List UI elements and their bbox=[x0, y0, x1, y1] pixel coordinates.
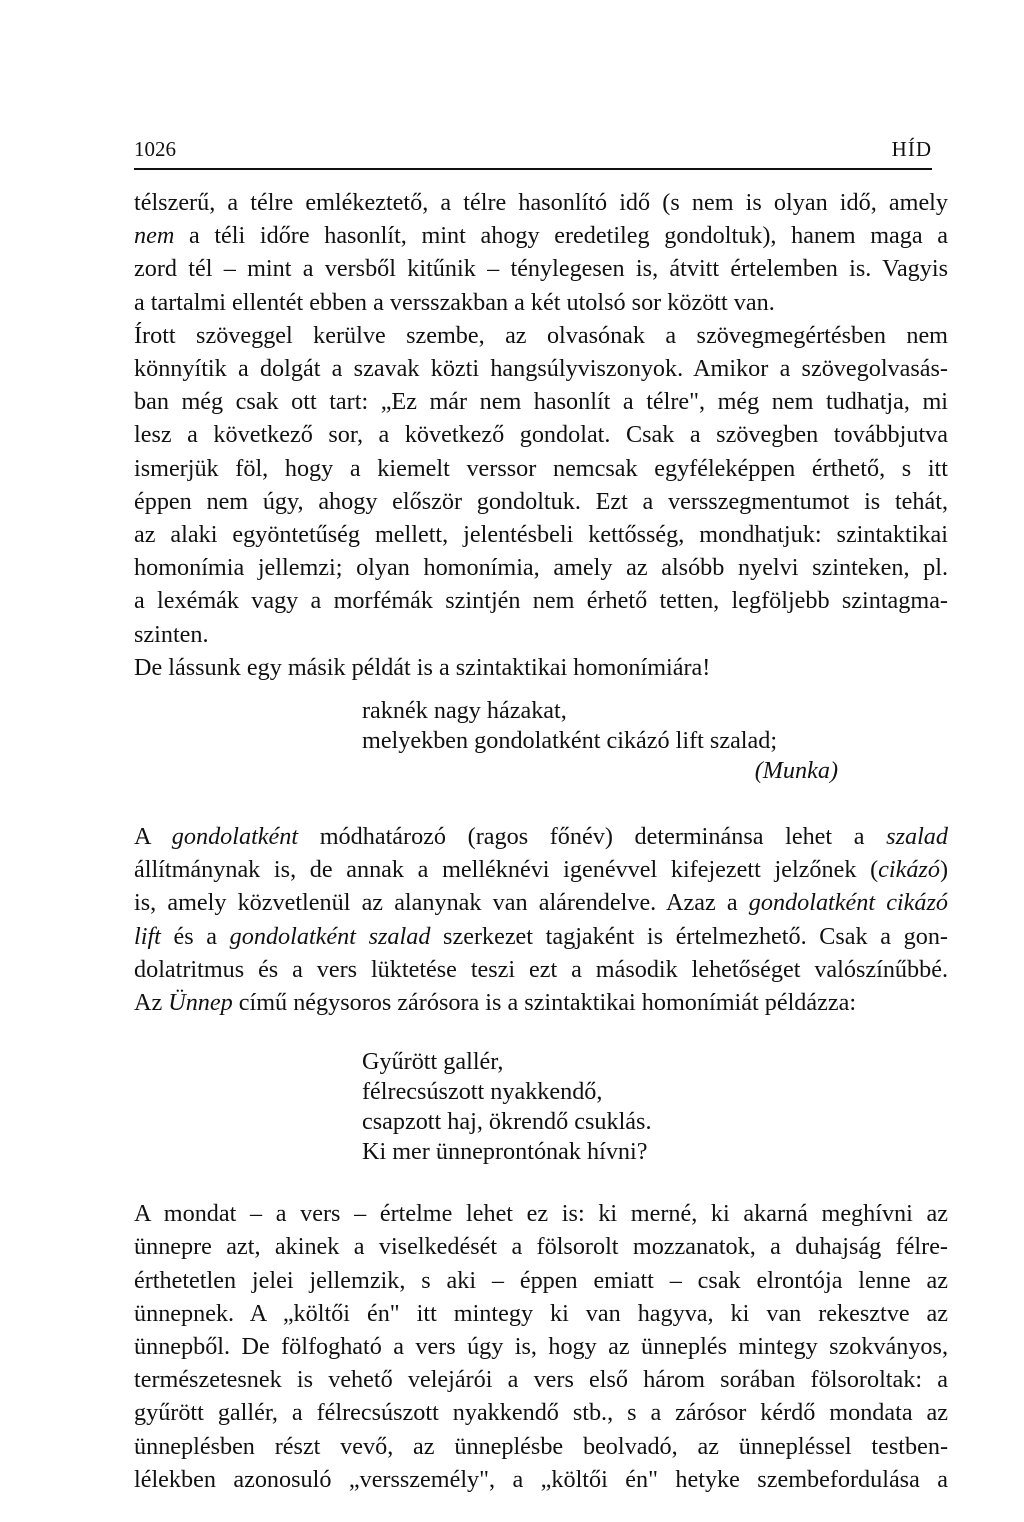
text-line: természetesnek is vehető velejárói a vers első három sorában fölsoroltak: a bbox=[134, 1366, 948, 1394]
page-number: 1026 bbox=[134, 137, 176, 161]
text-line: éppen nem úgy, ahogy először gondoltuk. Ezt a versszegmentumot is tehát, bbox=[134, 487, 948, 515]
verse-line: Gyűrött gallér, bbox=[362, 1048, 504, 1076]
text-line: ünnepből. De fölfogható a vers úgy is, hogy az ünneplés mintegy szokványos, bbox=[134, 1333, 948, 1361]
text-line: zord tél – mint a versből kitűnik – ténylegesen is, átvitt értelemben is. Vagyis bbox=[134, 255, 948, 283]
paragraph-5: Az Ünnep című négysoros zárósora is a szintaktikai homonímiát példázza: bbox=[134, 989, 857, 1017]
verse-line: félrecsúszott nyakkendő, bbox=[362, 1078, 603, 1106]
text-line: lesz a következő sor, a következő gondolat. Csak a szövegben továbbjutva bbox=[134, 421, 948, 449]
text-line: Írott szöveggel kerülve szembe, az olvasónak a szövegmegértésben nem bbox=[134, 321, 948, 349]
verse-line: raknék nagy házakat, bbox=[362, 697, 567, 725]
text-line: gyűrött gallér, a félrecsúszott nyakkendő stb., s a zárósor kérdő mondata az bbox=[134, 1399, 948, 1427]
paragraph-6 bbox=[134, 1197, 948, 1496]
text-line: A mondat – a vers – értelme lehet ez is: ki merné, ki akarná meghívni az bbox=[134, 1200, 948, 1228]
text-line: a lexémák vagy a morfémák szintjén nem érhető tetten, legföljebb szintagma- bbox=[134, 587, 948, 615]
verse-quote-unnep bbox=[362, 1047, 948, 1167]
text-line: érthetetlen jelei jellemzik, s aki – éppen emiatt – csak elrontója lenne az bbox=[134, 1266, 948, 1294]
journal-title: HÍD bbox=[891, 137, 932, 161]
paragraph-3: De lássunk egy másik példát is a szintaktikai homonímiára! bbox=[134, 653, 711, 681]
verse-quote-munka bbox=[362, 696, 948, 786]
text-line: könnyítik a dolgát a szavak közti hangsúlyviszonyok. Amikor a szövegolvasás- bbox=[134, 355, 948, 383]
verse-line: csapzott haj, ökrendő csuklás. bbox=[362, 1108, 652, 1136]
text-line: is, amely közvetlenül az alanynak van alárendelve. Azaz a gondolatként cikázó bbox=[134, 889, 948, 917]
verse-line: Ki mer ünneprontónak hívni? bbox=[362, 1138, 648, 1166]
paragraph-4 bbox=[134, 820, 948, 986]
paragraph-1 bbox=[134, 186, 948, 319]
text-line: homonímia jellemzi; olyan homonímia, amely az alsóbb nyelvi szinteken, pl. bbox=[134, 554, 948, 582]
text-line: nem a téli időre hasonlít, mint ahogy eredetileg gondoltuk), hanem maga a bbox=[134, 222, 948, 250]
text-line: az alaki egyöntetűség mellett, jelentésbeli kettősség, mondhatjuk: szintaktikai bbox=[134, 521, 948, 549]
verse-source: (Munka) bbox=[754, 757, 838, 785]
text-line: A gondolatként módhatározó (ragos főnév) determinánsa lehet a szalad bbox=[134, 823, 948, 851]
body-text bbox=[134, 186, 948, 1496]
italic-word: nem bbox=[134, 222, 175, 250]
text-line: ünnepre azt, akinek a viselkedését a fölsorolt mozzanatok, a duhajság félre- bbox=[134, 1233, 948, 1261]
paragraph-2 bbox=[134, 319, 948, 651]
text-line: lélekben azonosuló „versszemély", a „költői én" hetyke szembefordulása a bbox=[134, 1465, 948, 1493]
verse-line: melyekben gondolatként cikázó lift szalad; bbox=[362, 727, 778, 755]
text-line: a tartalmi ellentét ebben a versszakban a két utolsó sor között van. bbox=[134, 288, 775, 316]
text-line: ünneplésben részt vevő, az ünneplésbe beolvadó, az ünnepléssel testben- bbox=[134, 1432, 948, 1460]
text-line: ünnepnek. A „költői én" itt mintegy ki van hagyva, ki van rekesztve az bbox=[134, 1299, 948, 1327]
text-line: dolatritmus és a vers lüktetése teszi ezt a második lehetőséget valószínűbbé. bbox=[134, 955, 948, 983]
italic-title: Ünnep bbox=[168, 989, 233, 1017]
text-line: ismerjük föl, hogy a kiemelt verssor nemcsak egyféleképpen érthető, s itt bbox=[134, 454, 948, 482]
text-line: télszerű, a télre emlékeztető, a télre hasonlító idő (s nem is olyan idő, amely bbox=[134, 189, 948, 216]
text-line: állítmánynak is, de annak a melléknévi igenévvel kifejezett jelzőnek (cikázó) bbox=[134, 856, 948, 884]
text-line: szinten. bbox=[134, 620, 209, 648]
text-line: ban még csak ott tart: „Ez már nem hasonlít a télre", még nem tudhatja, mi bbox=[134, 388, 948, 416]
text-line: lift és a gondolatként szalad szerkezet tagjaként is értelmezhető. Csak a gon- bbox=[134, 922, 948, 950]
running-header bbox=[134, 136, 932, 170]
